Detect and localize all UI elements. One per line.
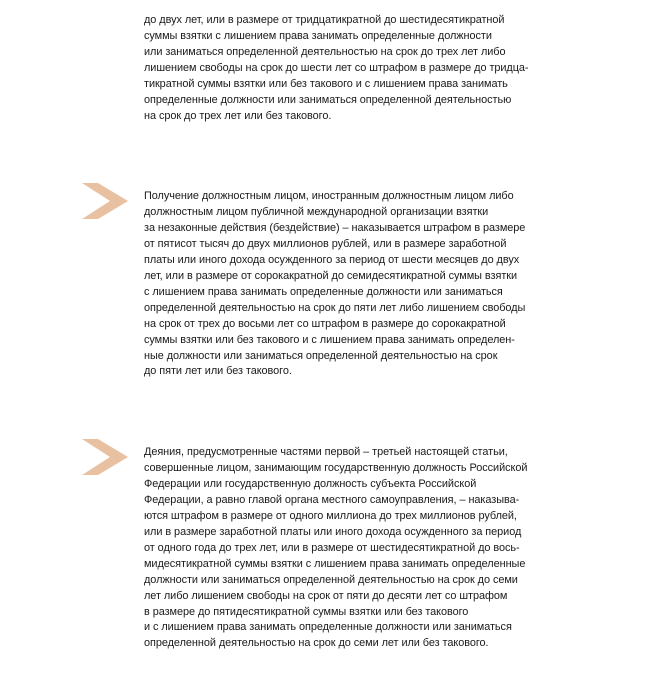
paragraph-line: от одного года до трех лет, или в размере от шестидесятикратной до вось- bbox=[144, 541, 520, 554]
paragraph-line: Деяния, предусмотренные частями первой – третьей настоящей статьи, bbox=[144, 446, 508, 458]
paragraph-line: суммы взятки с лишением права занимать определенные должности bbox=[144, 29, 492, 42]
paragraph-line: ются штрафом в размере от одного миллиона до трех миллионов рублей, bbox=[144, 509, 517, 522]
paragraph-line: или в размере заработной платы или иного дохода осужденного за период bbox=[144, 525, 522, 538]
paragraph-3 bbox=[144, 445, 540, 652]
paragraph-line: на срок до трех лет или без такового. bbox=[144, 109, 332, 122]
paragraph-line: суммы взятки или без такового и с лишением права занимать определен- bbox=[144, 333, 515, 346]
paragraph-line: ные должности или заниматься определенной деятельностью на срок bbox=[144, 349, 498, 362]
paragraph-line: платы или иного дохода осужденного за период от шести месяцев до двух bbox=[144, 253, 520, 266]
paragraph-line: в размере до пятидесятикратной суммы взятки или без такового bbox=[144, 605, 469, 618]
paragraph-line: тикратной суммы взятки или без такового и с лишением права занимать bbox=[144, 77, 508, 90]
paragraph-line: Федерации или государственную должность субъекта Российской bbox=[144, 477, 477, 490]
chevron-right-icon bbox=[82, 183, 128, 219]
paragraph-line: определенные должности или заниматься определенной деятельностью bbox=[144, 93, 512, 106]
paragraph-line: Получение должностным лицом, иностранным должностным лицом либо bbox=[144, 190, 514, 202]
paragraph-line: на срок от трех до восьми лет со штрафом в размере до сорокакратной bbox=[144, 317, 506, 330]
paragraph-line: должностным лицом публичной международной организации взятки bbox=[144, 205, 489, 218]
paragraph-line: лет, или в размере от сорокакратной до семидесятикратной суммы взятки bbox=[144, 269, 518, 282]
paragraph-line: лет либо лишением свободы на срок от пяти до десяти лет со штрафом bbox=[144, 589, 508, 602]
paragraph-line: Федерации, а равно главой органа местного самоуправления, – наказыва- bbox=[144, 493, 520, 506]
paragraph-line: определенной деятельностью на срок до семи лет или без такового. bbox=[144, 637, 489, 650]
paragraph-line: определенной деятельностью на срок до пяти лет либо лишением свободы bbox=[144, 301, 526, 314]
chevron-right-icon bbox=[82, 439, 128, 475]
paragraph-line: за незаконные действия (бездействие) – наказывается штрафом в размере bbox=[144, 221, 526, 234]
paragraph-2 bbox=[144, 189, 540, 380]
paragraph-line: лишением свободы на срок до шести лет со штрафом в размере до тридца- bbox=[144, 61, 529, 74]
paragraph-line: до двух лет, или в размере от тридцатикратной до шестидесятикратной bbox=[144, 14, 505, 26]
paragraph-line: с лишением права занимать определенные должности или заниматься bbox=[144, 285, 503, 298]
paragraph-line: совершенные лицом, занимающим государственную должность Российской bbox=[144, 461, 528, 474]
paragraph-line: мидесятикратной суммы взятки с лишением права занимать определенные bbox=[144, 557, 526, 570]
paragraph-line: должности или заниматься определенной деятельностью на срок до семи bbox=[144, 573, 518, 586]
paragraph-line: от пятисот тысяч до двух миллионов рублей, или в размере заработной bbox=[144, 237, 507, 250]
paragraph-1 bbox=[144, 13, 540, 125]
paragraph-line: и с лишением права занимать определенные должности или заниматься bbox=[144, 621, 512, 634]
paragraph-line: до пяти лет или без такового. bbox=[144, 365, 292, 378]
paragraph-line: или заниматься определенной деятельностью на срок до трех лет либо bbox=[144, 45, 506, 58]
